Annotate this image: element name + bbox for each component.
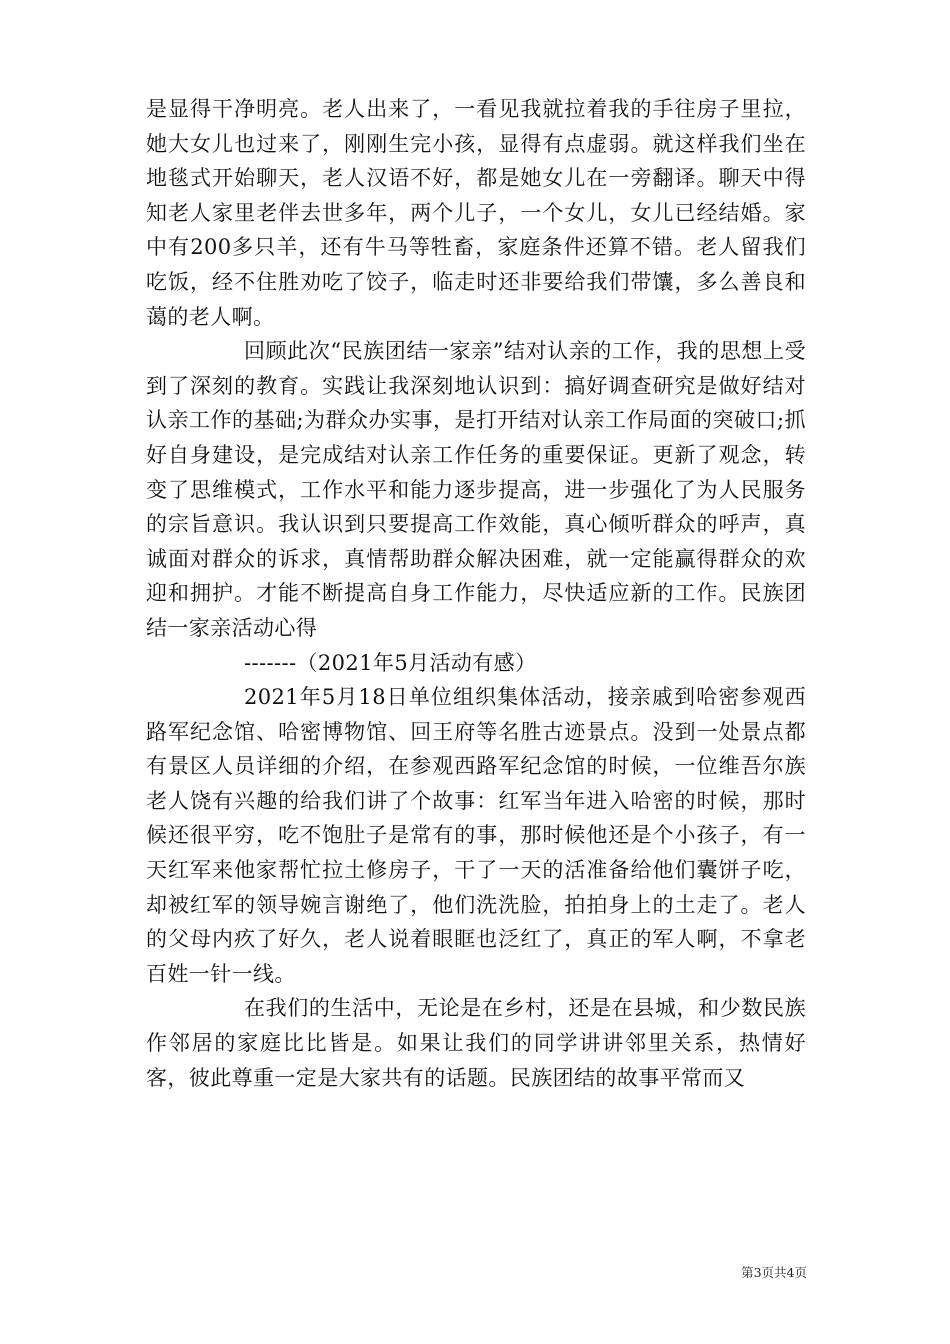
paragraph-subtitle: -------（2021年5月活动有感） bbox=[244, 650, 537, 675]
page-number: 第3页共4页 bbox=[741, 1265, 807, 1280]
paragraph-reflection: 回顾此次“民族团结一家亲”结对认亲的工作，我的思想上受到了深刻的教育。实践让我深刻地认识到：搞好调查研究是做好结对认亲工作的基础;为群众办实事，是打开结对认亲工作局面的突破口;抓好自身建设，是完成结对认亲工作任务的重要保证。更新了观念，转变了思维模式，工作水平和能力逐步提高，进一步强化了为人民服务的宗旨意识。我认识到只要提高工作效能，真心倾听群众的呼声，真诚面对群众的诉求，真情帮助群众解决困难，就一定能赢得群众的欢迎和拥护。才能不断提高自身工作能力，尽快适应新的工作。民族团结一家亲活动心得 bbox=[146, 339, 806, 640]
paragraph-neighbors: 在我们的生活中，无论是在乡村，还是在县城，和少数民族作邻居的家庭比比皆是。如果让我们的同学讲讲邻里关系，热情好客，彼此尊重一定是大家共有的话题。民族团结的故事平常而又 bbox=[146, 996, 806, 1090]
paragraph-visit-elder: 是显得干净明亮。老人出来了，一看见我就拉着我的手往房子里拉，她大女儿也过来了，刚刚生完小孩，显得有点虚弱。就这样我们坐在地毯式开始聊天，老人汉语不好，都是她女儿在一旁翻译。聊天中得知老人家里老伴去世多年，两个儿子，一个女儿，女儿已经结婚。家中有200多只羊，还有牛马等牲畜，家庭条件还算不错。老人留我们吃饭，经不住胜劝吃了饺子，临走时还非要给我们带馕，多么善良和蔼的老人啊。 bbox=[146, 97, 806, 329]
paragraph-hami-trip: 2021年5月18日单位组织集体活动，接亲戚到哈密参观西路军纪念馆、哈密博物馆、回王府等名胜古迹景点。没到一处景点都有景区人员详细的介绍，在参观西路军纪念馆的时候，一位维吾尔族老人饶有兴趣的给我们讲了个故事：红军当年进入哈密的时候，那时候还很平穷，吃不饱肚子是常有的事，那时候他还是个小孩子，有一天红军来他家帮忙拉土修房子，干了一天的活准备给他们囊饼子吃，却被红军的领导婉言谢绝了，他们洗洗脸，拍拍身上的土走了。老人的父母内疚了好久，老人说着眼眶也泛红了，真正的军人啊，不拿老百姓一针一线。 bbox=[146, 685, 806, 986]
body-text bbox=[146, 92, 806, 1095]
